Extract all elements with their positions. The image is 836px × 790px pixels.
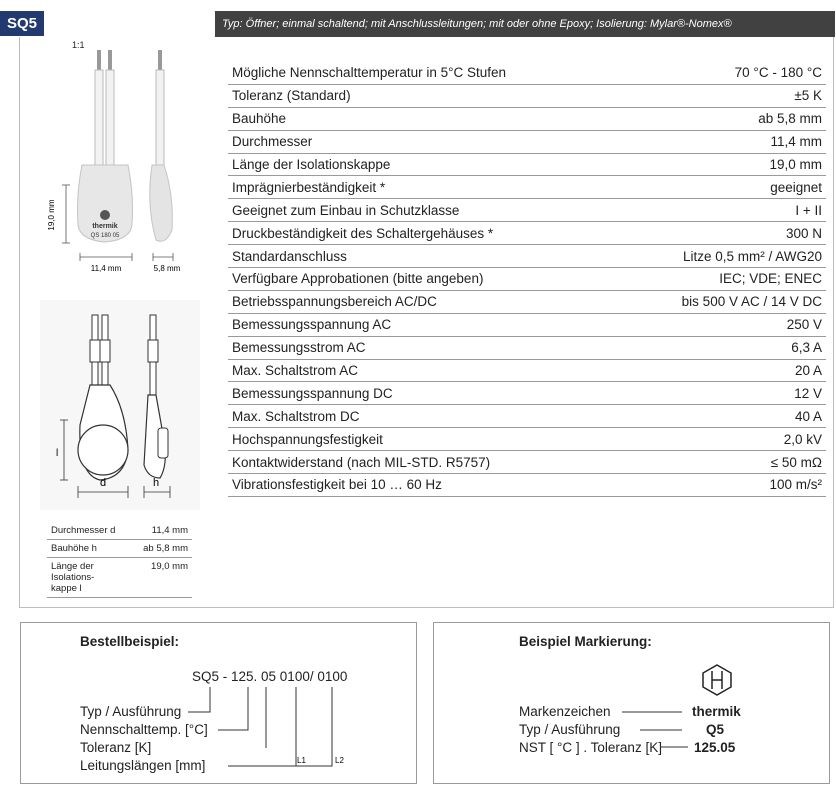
spec-label: Bauhöhe xyxy=(228,107,620,130)
spec-row xyxy=(228,313,826,336)
spec-value: ±5 K xyxy=(620,84,826,107)
order-line-tolerance: Toleranz [K] xyxy=(80,740,152,755)
spec-row xyxy=(228,176,826,199)
dimension-table xyxy=(47,522,192,598)
spec-row xyxy=(228,336,826,359)
marking-leader-lines xyxy=(600,700,690,760)
spec-label: Druckbeständigkeit des Schaltergehäuses * xyxy=(228,222,620,245)
spec-row xyxy=(228,268,826,291)
spec-label: Mögliche Nennschalttemperatur in 5°C Stufen xyxy=(228,62,620,84)
spec-label: Geeignet zum Einbau in Schutzklasse xyxy=(228,199,620,222)
spec-label: Länge der Isolationskappe xyxy=(228,153,620,176)
spec-label: Imprägnierbeständigkeit * xyxy=(228,176,620,199)
marking-value-nst: 125.05 xyxy=(694,740,736,755)
spec-row xyxy=(228,245,826,268)
photo-marking: QS 180 05 xyxy=(90,233,120,239)
spec-label: Vibrationsfestigkeit bei 10 … 60 Hz xyxy=(228,474,620,497)
spec-row xyxy=(228,107,826,130)
dimension-row xyxy=(47,558,192,598)
marking-label-type: Typ / Ausführung xyxy=(519,722,621,737)
order-line-temp: Nennschalttemp. [°C] xyxy=(80,722,208,737)
technical-drawing xyxy=(40,300,200,510)
product-photo xyxy=(40,45,200,285)
l2-label: L2 xyxy=(335,756,344,765)
dimension-label: Länge der Isolations- kappe l xyxy=(47,558,139,598)
order-title: Bestellbeispiel: xyxy=(80,634,180,649)
spec-value: 70 °C - 180 °C xyxy=(620,62,826,84)
spec-label: Bemessungsstrom AC xyxy=(228,336,620,359)
order-line-type: Typ / Ausführung xyxy=(80,704,182,719)
product-tag: SQ5 xyxy=(0,11,44,36)
spec-row xyxy=(228,474,826,497)
spec-row xyxy=(228,222,826,245)
spec-label: Bemessungsspannung DC xyxy=(228,382,620,405)
spec-label: Hochspannungsfestigkeit xyxy=(228,428,620,451)
dimension-label: Durchmesser d xyxy=(47,522,139,540)
spec-label: Verfügbare Approbationen (bitte angeben) xyxy=(228,268,620,291)
marking-label-nst: NST [ °C ] . Toleranz [K] xyxy=(519,740,662,755)
scale-label: 1:1 xyxy=(72,40,85,50)
spec-value: I + II xyxy=(620,199,826,222)
dimension-row xyxy=(47,522,192,540)
thermik-logo-icon xyxy=(700,663,734,697)
spec-row xyxy=(228,290,826,313)
dim-l-label: l xyxy=(56,448,59,459)
spec-value: 250 V xyxy=(620,313,826,336)
dim-d-label: d xyxy=(100,477,107,489)
dimension-value: ab 5,8 mm xyxy=(139,540,192,558)
spec-value: IEC; VDE; ENEC xyxy=(620,268,826,291)
thermik-logo-icon xyxy=(100,210,110,220)
spec-value: ab 5,8 mm xyxy=(620,107,826,130)
width-dimension: 11,4 mm xyxy=(90,264,122,273)
dimension-value: 19,0 mm xyxy=(139,558,192,598)
spec-value: 11,4 mm xyxy=(620,130,826,153)
spec-label: Kontaktwiderstand (nach MIL-STD. R5757) xyxy=(228,451,620,474)
specification-table xyxy=(228,62,826,497)
spec-value: 20 A xyxy=(620,359,826,382)
spec-value: 40 A xyxy=(620,405,826,428)
spec-row xyxy=(228,130,826,153)
marking-title: Beispiel Markierung: xyxy=(519,634,652,649)
spec-label: Standardanschluss xyxy=(228,245,620,268)
spec-row xyxy=(228,451,826,474)
spec-value: 300 N xyxy=(620,222,826,245)
spec-row xyxy=(228,62,826,84)
dimension-label: Bauhöhe h xyxy=(47,540,139,558)
spec-row xyxy=(228,405,826,428)
spec-value: 100 m/s² xyxy=(620,474,826,497)
height-dimension: 19,0 mm xyxy=(47,199,56,231)
spec-label: Betriebsspannungsbereich AC/DC xyxy=(228,290,620,313)
side-dimension: 5,8 mm xyxy=(153,264,181,273)
spec-label: Max. Schaltstrom DC xyxy=(228,405,620,428)
spec-value: 12 V xyxy=(620,382,826,405)
type-description: Typ: Öffner; einmal schaltend; mit Anschlussleitungen; mit oder ohne Epoxy; Isolierung: Mylar®-Nomex® xyxy=(215,11,835,37)
marking-label-brand: Markenzeichen xyxy=(519,704,611,719)
dimension-value: 11,4 mm xyxy=(139,522,192,540)
order-leader-lines xyxy=(170,685,370,780)
spec-row xyxy=(228,84,826,107)
spec-label: Toleranz (Standard) xyxy=(228,84,620,107)
l1-label: L1 xyxy=(297,756,306,765)
spec-row xyxy=(228,428,826,451)
spec-row xyxy=(228,199,826,222)
dimension-row xyxy=(47,540,192,558)
spec-label: Bemessungsspannung AC xyxy=(228,313,620,336)
spec-value: geeignet xyxy=(620,176,826,199)
spec-row xyxy=(228,382,826,405)
spec-value: 19,0 mm xyxy=(620,153,826,176)
spec-value: Litze 0,5 mm² / AWG20 xyxy=(620,245,826,268)
marking-value-brand: thermik xyxy=(692,704,741,719)
spec-label: Durchmesser xyxy=(228,130,620,153)
dim-h-label: h xyxy=(153,477,160,489)
order-line-lengths: Leitungslängen [mm] xyxy=(80,758,206,773)
spec-label: Max. Schaltstrom AC xyxy=(228,359,620,382)
spec-value: 6,3 A xyxy=(620,336,826,359)
spec-row xyxy=(228,153,826,176)
spec-value: ≤ 50 mΩ xyxy=(620,451,826,474)
spec-value: 2,0 kV xyxy=(620,428,826,451)
marking-value-type: Q5 xyxy=(706,722,725,737)
spec-row xyxy=(228,359,826,382)
spec-value: bis 500 V AC / 14 V DC xyxy=(620,290,826,313)
photo-brand: thermik xyxy=(92,223,118,230)
order-code: SQ5 - 125. 05 0100/ 0100 xyxy=(192,669,348,684)
